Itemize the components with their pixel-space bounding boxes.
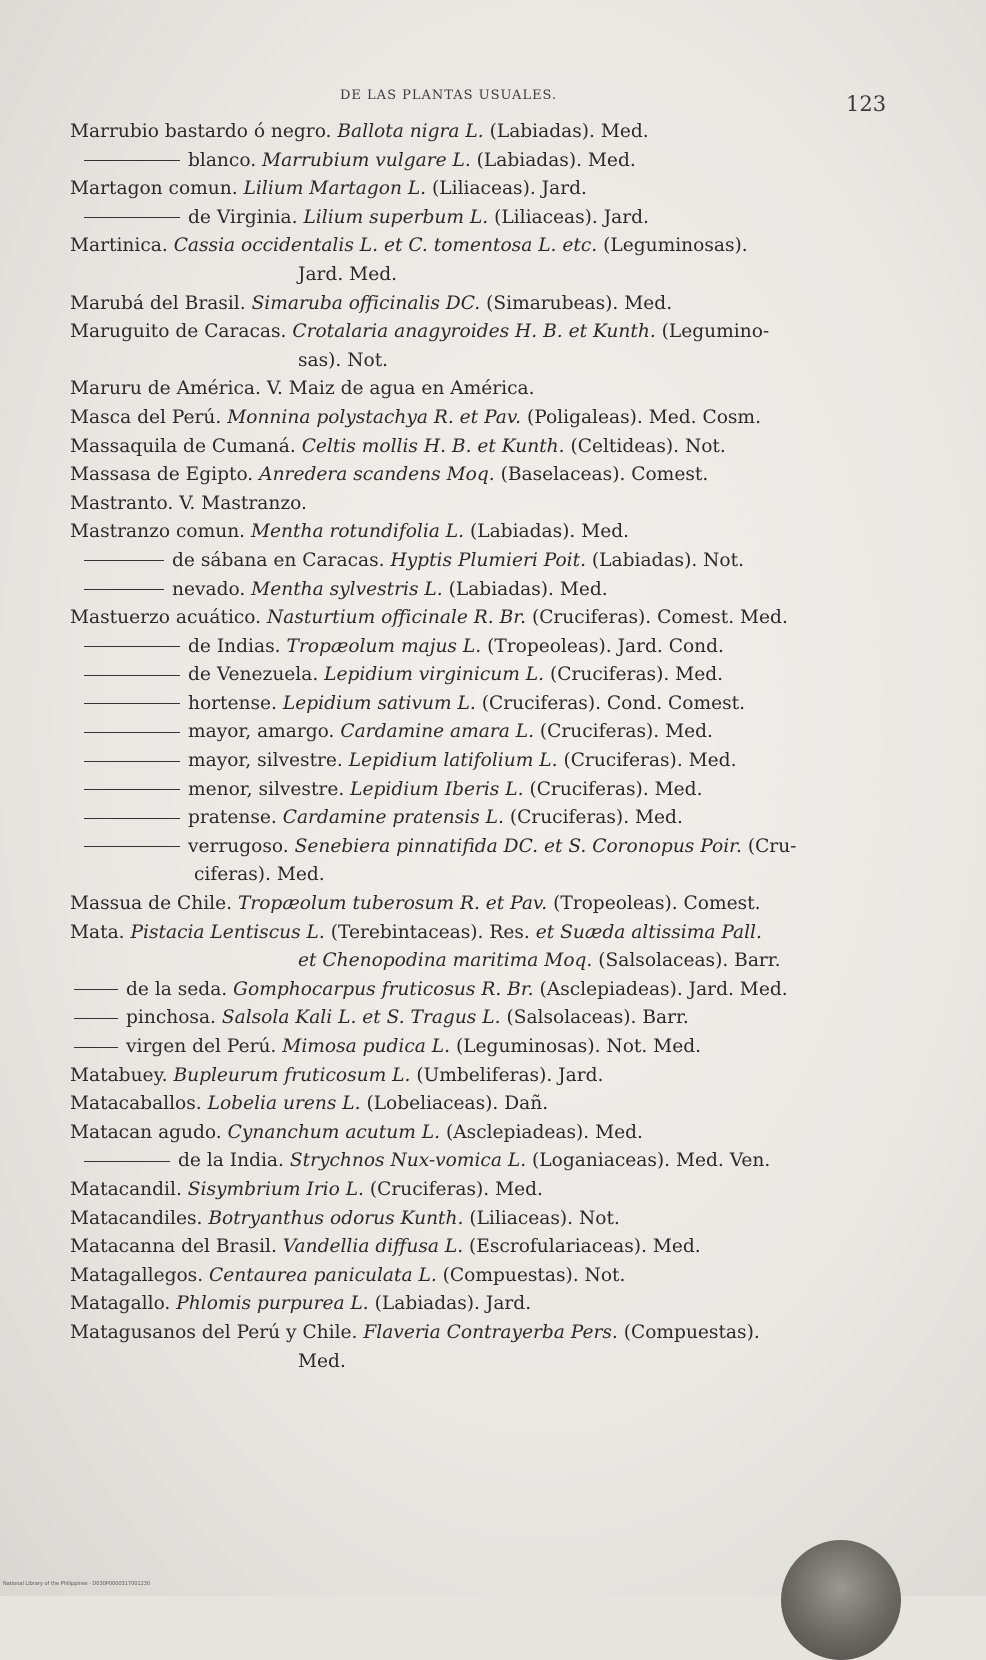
list-item: Mata. Pistacia Lentiscus L. (Terebintaceas). Res. et Suæda altissima Pall. et Chenopodina maritima Moq. (Salsolaceas). Barr. (70, 921, 781, 972)
list-item: Massua de Chile. Tropæolum tuberosum R. et Pav. (Tropeoleas). Comest. (70, 893, 761, 915)
list-item: de la India. Strychnos Nux-vomica L. (Loganiaceas). Med. Ven. (70, 1147, 910, 1176)
list-item: mayor, amargo. Cardamine amara L. (Cruciferas). Med. (70, 718, 910, 747)
list-item: hortense. Lepidium sativum L. (Cruciferas). Cond. Comest. (70, 690, 910, 719)
list-item: Massasa de Egipto. Anredera scandens Moq. (Baselaceas). Comest. (70, 464, 709, 486)
list-item: Matacandiles. Botryanthus odorus Kunth. (Liliaceas). Not. (70, 1207, 620, 1229)
list-item: Massaquila de Cumaná. Celtis mollis H. B. et Kunth. (Celtideas). Not. (70, 435, 726, 457)
list-item: de Virginia. Lilium superbum L. (Liliaceas). Jard. (70, 204, 910, 233)
list-item: Maruru de América. V. Maiz de agua en América. (70, 378, 535, 400)
list-item: blanco. Marrubium vulgare L. (Labiadas). Med. (70, 147, 910, 176)
list-item: Marrubio bastardo ó negro. Ballota nigra L. (Labiadas). Med. (70, 121, 649, 142)
list-item: de Indias. Tropæolum majus L. (Tropeoleas). Jard. Cond. (70, 633, 910, 662)
list-item: de sábana en Caracas. Hyptis Plumieri Poit. (Labiadas). Not. (70, 547, 910, 576)
list-item: Martagon comun. Lilium Martagon L. (Liliaceas). Jard. (70, 178, 587, 200)
list-item: virgen del Perú. Mimosa pudica L. (Leguminosas). Not. Med. (70, 1033, 910, 1062)
list-item: Mastuerzo acuático. Nasturtium officinale R. Br. (Cruciferas). Comest. Med. (70, 607, 788, 629)
list-item: Masca del Perú. Monnina polystachya R. et Pav. (Poligaleas). Med. Cosm. (70, 406, 761, 428)
list-item: Matacanna del Brasil. Vandellia diffusa L. (Escrofulariaceas). Med. (70, 1236, 701, 1258)
list-item: Martinica. Cassia occidentalis L. et C. tomentosa L. etc. (Leguminosas). Jard. Med. (70, 235, 748, 285)
list-item: Matacan agudo. Cynanchum acutum L. (Asclepiadeas). Med. (70, 1121, 643, 1143)
list-item: Matagusanos del Perú y Chile. Flaveria Contrayerba Pers. (Compuestas). Med. (70, 1321, 760, 1372)
entry-list (70, 118, 910, 1376)
list-item: menor, silvestre. Lepidium Iberis L. (Cruciferas). Med. (70, 776, 910, 805)
list-item: Mastranzo comun. Mentha rotundifolia L. (Labiadas). Med. (70, 521, 630, 543)
page-number: 123 (846, 92, 887, 116)
list-item: pinchosa. Salsola Kali L. et S. Tragus L. (Salsolaceas). Barr. (70, 1004, 910, 1033)
list-item: Matacandil. Sisymbrium Irio L. (Cruciferas). Med. (70, 1178, 543, 1200)
list-item: Matacaballos. Lobelia urens L. (Lobeliaceas). Dañ. (70, 1093, 549, 1115)
list-item: Maruguito de Caracas. Crotalaria anagyroides H. B. et Kunth. (Legumino- sas). Not. (70, 321, 770, 371)
list-item: Matabuey. Bupleurum fruticosum L. (Umbeliferas). Jard. (70, 1064, 604, 1086)
list-item: de Venezuela. Lepidium virginicum L. (Cruciferas). Med. (70, 661, 910, 690)
list-item: Matagallegos. Centaurea paniculata L. (Compuestas). Not. (70, 1264, 626, 1286)
running-head: DE LAS PLANTAS USUALES. (340, 88, 558, 103)
library-seal (781, 1540, 901, 1660)
list-item: Mastranto. V. Mastranzo. (70, 492, 307, 514)
list-item: Marubá del Brasil. Simaruba officinalis DC. (Simarubeas). Med. (70, 292, 673, 314)
list-item: Matagallo. Phlomis purpurea L. (Labiadas). Jard. (70, 1293, 532, 1315)
list-item: verrugoso. Senebiera pinnatifida DC. et S. Coronopus Poir. (Cru- ciferas). Med. (70, 833, 910, 890)
list-item: de la seda. Gomphocarpus fruticosus R. Br. (Asclepiadeas). Jard. Med. (70, 976, 910, 1005)
list-item: pratense. Cardamine pratensis L. (Cruciferas). Med. (70, 804, 910, 833)
list-item: mayor, silvestre. Lepidium latifolium L. (Cruciferas). Med. (70, 747, 910, 776)
scan-credit: National Library of the Philippines · D030P0000317001230 (3, 1581, 151, 1587)
list-item: nevado. Mentha sylvestris L. (Labiadas). Med. (70, 576, 910, 605)
